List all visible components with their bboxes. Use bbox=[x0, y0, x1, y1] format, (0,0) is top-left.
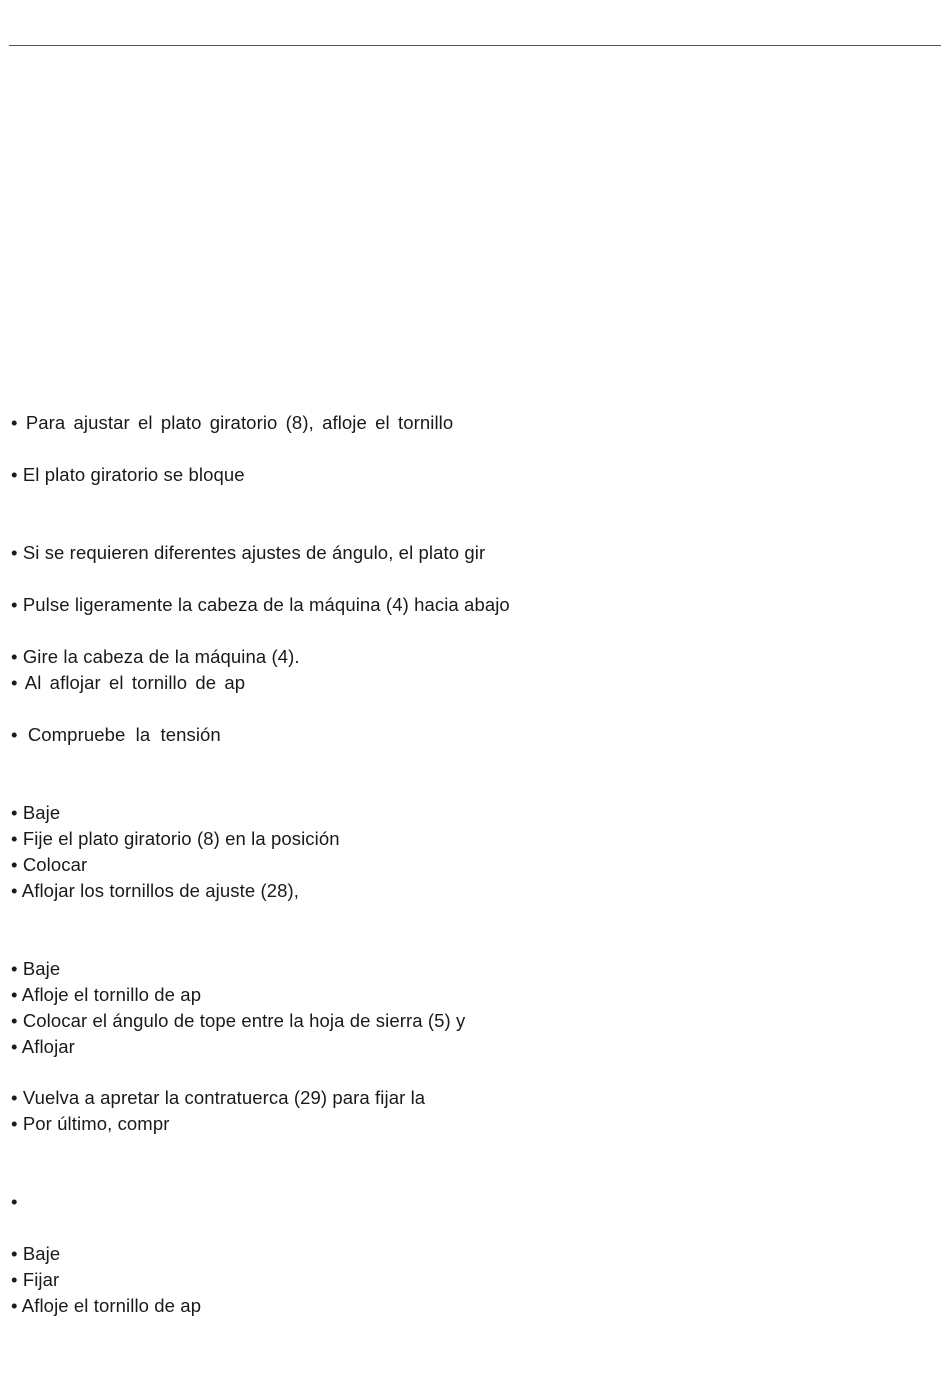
instruction-line: • Vuelva a apretar la contratuerca (29) para fijar la bbox=[11, 1087, 426, 1108]
instruction-line: • Fijar bbox=[11, 1269, 60, 1290]
instruction-line: • Baje bbox=[11, 802, 61, 823]
instruction-line: • Colocar bbox=[11, 854, 88, 875]
instruction-line: • Gire la cabeza de la máquina (4). bbox=[11, 646, 300, 667]
instruction-line: • Colocar el ángulo de tope entre la hoja de sierra (5) y bbox=[11, 1010, 466, 1031]
instruction-line: • Al aflojar el tornillo de ap bbox=[11, 672, 246, 693]
instruction-line: • Afloje el tornillo de ap bbox=[11, 984, 202, 1005]
instruction-line: • Si se requieren diferentes ajustes de ángulo, el plato gir bbox=[11, 542, 486, 563]
instruction-line: • Pulse ligeramente la cabeza de la máquina (4) hacia abajo bbox=[11, 594, 510, 615]
instruction-line: • Baje bbox=[11, 1243, 61, 1264]
instruction-line: • El plato giratorio se bloque bbox=[11, 464, 245, 485]
header-divider bbox=[9, 45, 941, 46]
instruction-line: • Aflojar bbox=[11, 1036, 75, 1057]
instruction-line: • bbox=[11, 1191, 18, 1212]
instruction-line: • Para ajustar el plato giratorio (8), afloje el tornillo bbox=[11, 412, 454, 433]
instruction-line: • Baje bbox=[11, 958, 61, 979]
instruction-line: • Por último, compr bbox=[11, 1113, 170, 1134]
instruction-line: • Aflojar los tornillos de ajuste (28), bbox=[11, 880, 300, 901]
instruction-line: • Afloje el tornillo de ap bbox=[11, 1295, 202, 1316]
instruction-line: • Compruebe la tensión bbox=[11, 724, 221, 745]
instruction-line: • Fije el plato giratorio (8) en la posición bbox=[11, 828, 340, 849]
